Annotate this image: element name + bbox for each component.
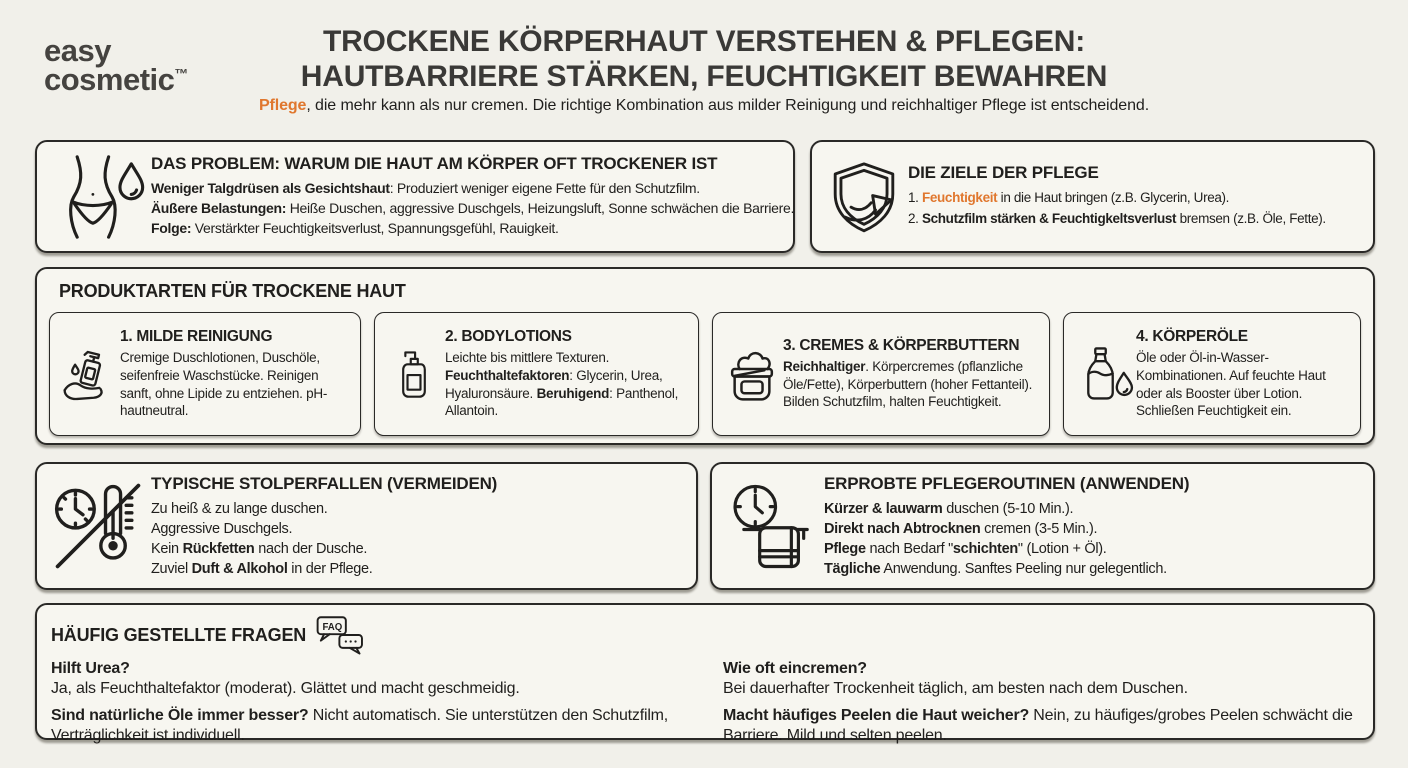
body-waist-drop-icon bbox=[47, 153, 151, 241]
product-card-bodylotions bbox=[374, 312, 699, 436]
page-title-line1: TROCKENE KÖRPERHAUT VERSTEHEN & PFLEGEN: bbox=[322, 25, 1086, 58]
faq-title: HÄUFIG GESTELLTE FRAGEN bbox=[51, 624, 307, 645]
product-cards bbox=[49, 312, 1361, 436]
card-title: 3. CREMES & KÖRPERBUTTERN bbox=[783, 336, 1020, 354]
pitfalls-title: TYPISCHE STOLPERFALLEN (VERMEIDEN) bbox=[151, 473, 498, 493]
shield-arrow-icon bbox=[820, 158, 908, 236]
page-subtitle: Pflege, die mehr kann als nur cremen. Die richtige Kombination aus milder Reinigung und reichhaltiger Pflege ist entscheidend. bbox=[258, 97, 1150, 114]
pitfalls-panel bbox=[35, 462, 698, 590]
clock-towel-icon bbox=[720, 479, 824, 573]
problem-panel bbox=[35, 140, 795, 253]
faq-column-left bbox=[51, 659, 723, 753]
goals-panel bbox=[810, 140, 1375, 253]
hand-pump-bottle-icon bbox=[58, 339, 120, 409]
faq-speech-bubbles-icon bbox=[316, 615, 366, 655]
product-card-koerperoele bbox=[1063, 312, 1361, 436]
trademark-symbol: ™ bbox=[174, 66, 188, 83]
products-panel bbox=[35, 267, 1375, 445]
routines-title: ERPROBTE PFLEGEROUTINEN (ANWENDEN) bbox=[824, 473, 1190, 493]
svg-text:FAQ: FAQ bbox=[322, 622, 343, 634]
problem-title: DAS PROBLEM: WARUM DIE HAUT AM KÖRPER OFT TROCKENER IST bbox=[151, 154, 718, 174]
card-text: Reichhaltiger. Körpercremes (pflanzliche Öle/Fette), Körperbuttern (hoher Fettanteil). Bilden Schutzfilm, halten Feuchtigkeit. bbox=[783, 358, 1033, 410]
card-title: 1. MILDE REINIGUNG bbox=[120, 327, 273, 345]
pitfalls-lines: Zu heiß & zu lange duschen. Aggressive Duschgels. Kein Rückfetten nach der Dusche. Zuviel Duft & Alkohol in der Pflege. bbox=[151, 500, 373, 577]
faq-item-eincremen: Wie oft eincremen? Bei dauerhafter Trockenheit täglich, am besten nach dem Duschen. bbox=[723, 660, 1188, 697]
brand-logo-line2: cosmetic™ bbox=[44, 62, 188, 98]
page-title bbox=[0, 24, 1408, 98]
card-title: 4. KÖRPERÖLE bbox=[1136, 327, 1248, 345]
faq-item-urea: Hilft Urea? Ja, als Feuchthaltefaktor (moderat). Glättet und macht geschmeidig. bbox=[51, 660, 520, 697]
product-card-cremes-koerperbuttern bbox=[712, 312, 1050, 436]
routines-lines: Kürzer & lauwarm duschen (5-10 Min.). Direkt nach Abtrocknen cremen (3-5 Min.). Pflege nach Bedarf "schichten" (Lotion + Öl). Tägliche Anwendung. Sanftes Peeling nur gelegentlich. bbox=[824, 500, 1167, 577]
clock-thermometer-slash-icon bbox=[45, 479, 151, 573]
goals-title: DIE ZIELE DER PFLEGE bbox=[908, 163, 1099, 183]
faq-panel bbox=[35, 603, 1375, 744]
faq-item-peelen: Macht häufiges Peelen die Haut weicher? Nein, zu häufiges/grobes Peelen schwächt die Barriere. Mild und selten peelen. bbox=[723, 707, 1353, 744]
cream-jar-icon bbox=[721, 342, 783, 406]
card-title: 2. BODYLOTIONS bbox=[445, 327, 572, 345]
faq-item-natuerliche-oele: Sind natürliche Öle immer besser? Nicht automatisch. Sie unterstützen den Schutzfilm, Verträglichkeit ist individuell. bbox=[51, 707, 669, 744]
faq-column-right bbox=[723, 659, 1359, 753]
oil-bottle-drop-icon bbox=[1072, 339, 1136, 409]
product-card-milde-reinigung bbox=[49, 312, 361, 436]
brand-logo-line1: easy bbox=[44, 33, 111, 68]
page-title-line2: HAUTBARRIERE STÄRKEN, FEUCHTIGKEIT BEWAHREN bbox=[300, 60, 1108, 94]
routines-panel bbox=[710, 462, 1375, 590]
problem-lines: Weniger Talgdrüsen als Gesichtshaut: Produziert weniger eigene Fette für den Schutzfilm. Äußere Belastungen: Heiße Duschen, aggressive Duschgels, Heizungsluft, Sonne schwächen die Barriere. Folge: Verstärkter Feuchtigkeitsverlust, Spannungsgefühl, Rauigkeit. bbox=[151, 180, 795, 236]
card-text: Öle oder Öl-in-Wasser-Kombinationen. Auf feuchte Haut oder als Booster über Lotion. Schließen Feuchtigkeit ein. bbox=[1136, 349, 1326, 419]
lotion-pump-bottle-icon bbox=[383, 337, 445, 411]
goals-lines: 1. Feuchtigkeit in die Haut bringen (z.B. Glycerin, Urea). 2. Schutzfilm stärken & Feuchtigkeltsverlust bremsen (z.B. Öle, Fette). bbox=[908, 190, 1326, 226]
products-section-title: PRODUKTARTEN FÜR TROCKENE HAUT bbox=[59, 281, 406, 301]
card-text: Leichte bis mittlere Texturen. Feuchthaltefaktoren: Glycerin, Urea, Hyaluronsäure. Beruhigend: Panthenol, Allantoin. bbox=[445, 349, 679, 419]
card-text: Cremige Duschlotionen, Duschöle, seifenfreie Waschstücke. Reinigen sanft, ohne Lipide zu entziehen. pH-hautneutral. bbox=[120, 349, 328, 419]
